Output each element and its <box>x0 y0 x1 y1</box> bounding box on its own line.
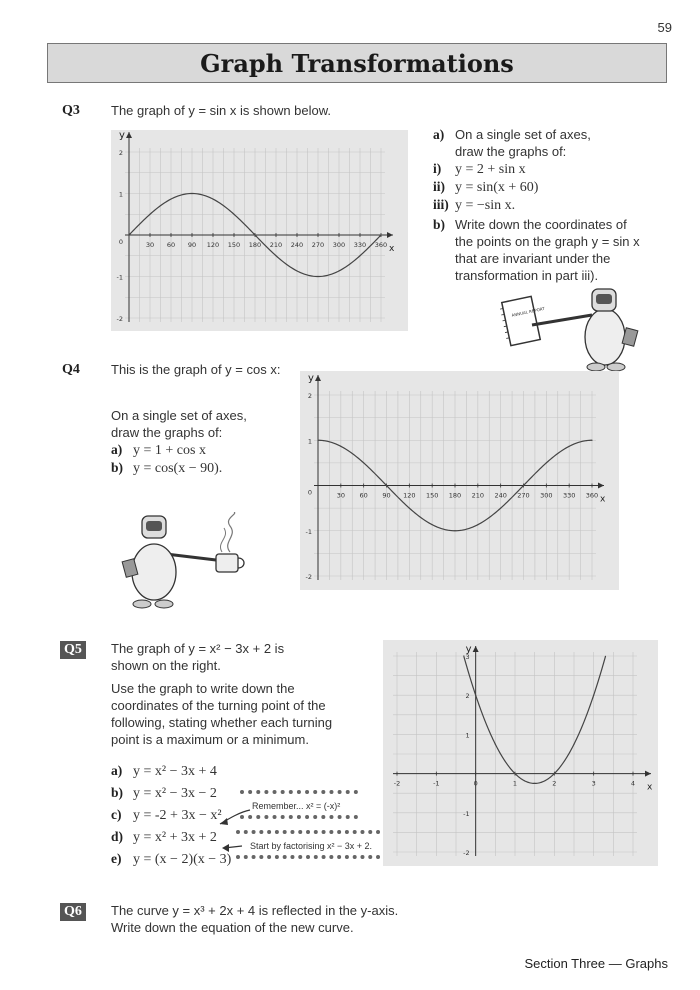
q3-sin-graph <box>111 130 408 331</box>
q3-parts <box>433 126 673 284</box>
x-tick-label: 270 <box>517 491 530 500</box>
q4-item-equation: y = cos(x − 90). <box>133 461 223 476</box>
y-tick-label: -2 <box>305 573 312 581</box>
report-sign-label: ANNUAL REPORT <box>511 305 546 318</box>
y-tick-label: 2 <box>118 149 123 157</box>
q3-b-line: that are invariant under the <box>455 251 611 266</box>
graph-background <box>383 640 658 866</box>
q3-item-label: ii) <box>433 179 445 194</box>
q3-item-label: iii) <box>433 197 449 212</box>
q5-intro-line: shown on the right. <box>111 658 221 673</box>
x-tick-label: 150 <box>425 491 439 500</box>
x-tick-label: 120 <box>206 241 220 249</box>
x-tick-label: 330 <box>353 241 367 249</box>
x-tick-label: 60 <box>166 241 176 249</box>
q5-item-label: d) <box>111 829 124 844</box>
x-tick-label: 2 <box>552 779 557 788</box>
q3-a-text-1: On a single set of axes, <box>455 127 591 142</box>
q5-body-line: coordinates of the turning point of the <box>111 698 326 713</box>
q4-text-2: draw the graphs of: <box>111 425 223 440</box>
q3-b-line: the points on the graph y = sin x <box>455 234 640 249</box>
x-tick-label: 360 <box>374 241 388 249</box>
x-tick-label: 3 <box>591 779 596 788</box>
q5-item-label: a) <box>111 763 123 778</box>
q3-intro: The graph of y = sin x is shown below. <box>111 103 332 118</box>
q5-item-equation: y = -2 + 3x − x² <box>133 808 222 823</box>
hint-remember <box>240 790 358 820</box>
y-tick-label: -2 <box>116 315 123 323</box>
page-title: Graph Transformations <box>200 48 514 78</box>
y-tick-label: 2 <box>307 392 312 400</box>
x-tick-label: 330 <box>562 491 576 500</box>
x-tick-label: 270 <box>311 241 325 249</box>
x-tick-label: 4 <box>630 779 636 788</box>
q3-item-label: i) <box>433 161 442 176</box>
y-tick-label: 0 <box>118 238 123 246</box>
q3-number: Q3 <box>62 103 80 118</box>
x-axis-label: x <box>389 244 395 254</box>
q3-b-line: Write down the coordinates of <box>455 217 627 232</box>
x-axis-label: x <box>600 494 606 505</box>
q5-intro-line: The graph of y = x² − 3x + 2 is <box>111 641 285 656</box>
x-tick-label: 150 <box>227 241 241 249</box>
q5-item-label: b) <box>111 785 124 800</box>
x-tick-label: 180 <box>448 491 462 500</box>
q4-item-equation: y = 1 + cos x <box>133 443 206 458</box>
q4-item-label: a) <box>111 442 123 457</box>
hint-remember-arrow <box>212 806 252 828</box>
x-tick-label: 240 <box>290 241 304 249</box>
page-number: 59 <box>657 20 672 35</box>
y-axis-label: y <box>119 130 125 141</box>
section-footer: Section Three — Graphs <box>524 956 668 971</box>
q3-b-label: b) <box>433 217 446 232</box>
hint-factorise <box>236 830 388 860</box>
y-tick-label: 3 <box>465 653 470 661</box>
q3-item-equation: y = sin(x + 60) <box>455 180 539 195</box>
graph-background <box>300 371 619 590</box>
y-axis-label: y <box>308 373 314 384</box>
graph-background <box>111 130 408 331</box>
q3-b-line: transformation in part iii). <box>455 268 599 283</box>
q6-line: Write down the equation of the new curve. <box>111 920 354 935</box>
y-tick-label: 1 <box>307 437 312 446</box>
y-tick-label: -1 <box>305 527 312 536</box>
y-tick-label: -1 <box>116 273 123 282</box>
x-tick-label: -1 <box>433 779 440 788</box>
q4-cos-graph <box>300 371 619 590</box>
x-tick-label: 240 <box>494 491 507 500</box>
x-tick-label: 0 <box>473 779 478 788</box>
q4-number: Q4 <box>62 362 80 377</box>
q5-item-equation: y = x² − 3x + 4 <box>133 764 217 779</box>
x-tick-label: 30 <box>336 491 345 500</box>
hint-remember-text: Remember... x² = (-x)² <box>252 801 341 811</box>
q5-item-equation: y = x² + 3x + 2 <box>133 830 217 845</box>
x-axis-label: x <box>647 782 653 793</box>
y-tick-label: -1 <box>463 809 470 818</box>
q5-item-label: c) <box>111 807 122 822</box>
q5-item-equation: y = (x − 2)(x − 3) <box>133 852 232 867</box>
x-tick-label: 300 <box>332 241 346 249</box>
title-banner <box>47 43 667 83</box>
q4-item-label: b) <box>111 460 124 475</box>
x-tick-label: 90 <box>187 241 197 249</box>
q5-body-line: Use the graph to write down the <box>111 681 295 696</box>
q3-a-text-2: draw the graphs of: <box>455 144 567 159</box>
y-axis-label: y <box>465 644 472 655</box>
q5-item-label: e) <box>111 851 122 866</box>
y-tick-label: 1 <box>118 190 123 199</box>
hint-factorise-arrow <box>218 840 244 854</box>
hint-factorise-text: Start by factorising x² − 3x + 2. <box>250 841 373 851</box>
x-tick-label: 210 <box>471 491 485 500</box>
x-tick-label: 360 <box>585 491 599 500</box>
y-tick-label: 2 <box>465 692 470 701</box>
x-tick-label: 90 <box>382 491 391 500</box>
y-tick-label: -2 <box>463 849 470 857</box>
q6-number: Q6 <box>60 903 86 921</box>
y-tick-label: 1 <box>465 731 470 740</box>
q5-item-equation: y = x² − 3x − 2 <box>133 786 217 801</box>
q3-item-equation: y = −sin x. <box>455 198 516 213</box>
x-tick-label: 120 <box>403 491 416 500</box>
scientist-with-mug-icon <box>118 512 258 610</box>
q4-intro: This is the graph of y = cos x: <box>111 362 281 377</box>
x-tick-label: 30 <box>145 241 155 249</box>
q3-item-equation: y = 2 + sin x <box>455 162 526 177</box>
annual-report-sign <box>500 296 546 345</box>
x-tick-label: 300 <box>540 491 553 500</box>
x-tick-label: -2 <box>393 779 401 788</box>
q3-a-label: a) <box>433 127 445 142</box>
q4-text-1: On a single set of axes, <box>111 408 247 423</box>
y-tick-label: 0 <box>307 488 312 497</box>
q5-body-line: point is a maximum or a minimum. <box>111 732 309 747</box>
scientist-with-report-icon <box>500 285 645 373</box>
q6-body <box>111 902 398 936</box>
x-tick-label: 180 <box>248 241 262 249</box>
q5-number: Q5 <box>60 641 86 659</box>
q5-body-line: following, stating whether each turning <box>111 715 333 730</box>
x-tick-label: 1 <box>512 779 518 788</box>
q4-parts <box>111 407 301 477</box>
q5-body <box>111 640 381 748</box>
q6-line: The curve y = x³ + 2x + 4 is reflected in the y-axis. <box>111 903 399 918</box>
q5-quadratic-graph <box>383 640 658 866</box>
x-tick-label: 210 <box>269 241 283 249</box>
x-tick-label: 60 <box>359 491 368 500</box>
